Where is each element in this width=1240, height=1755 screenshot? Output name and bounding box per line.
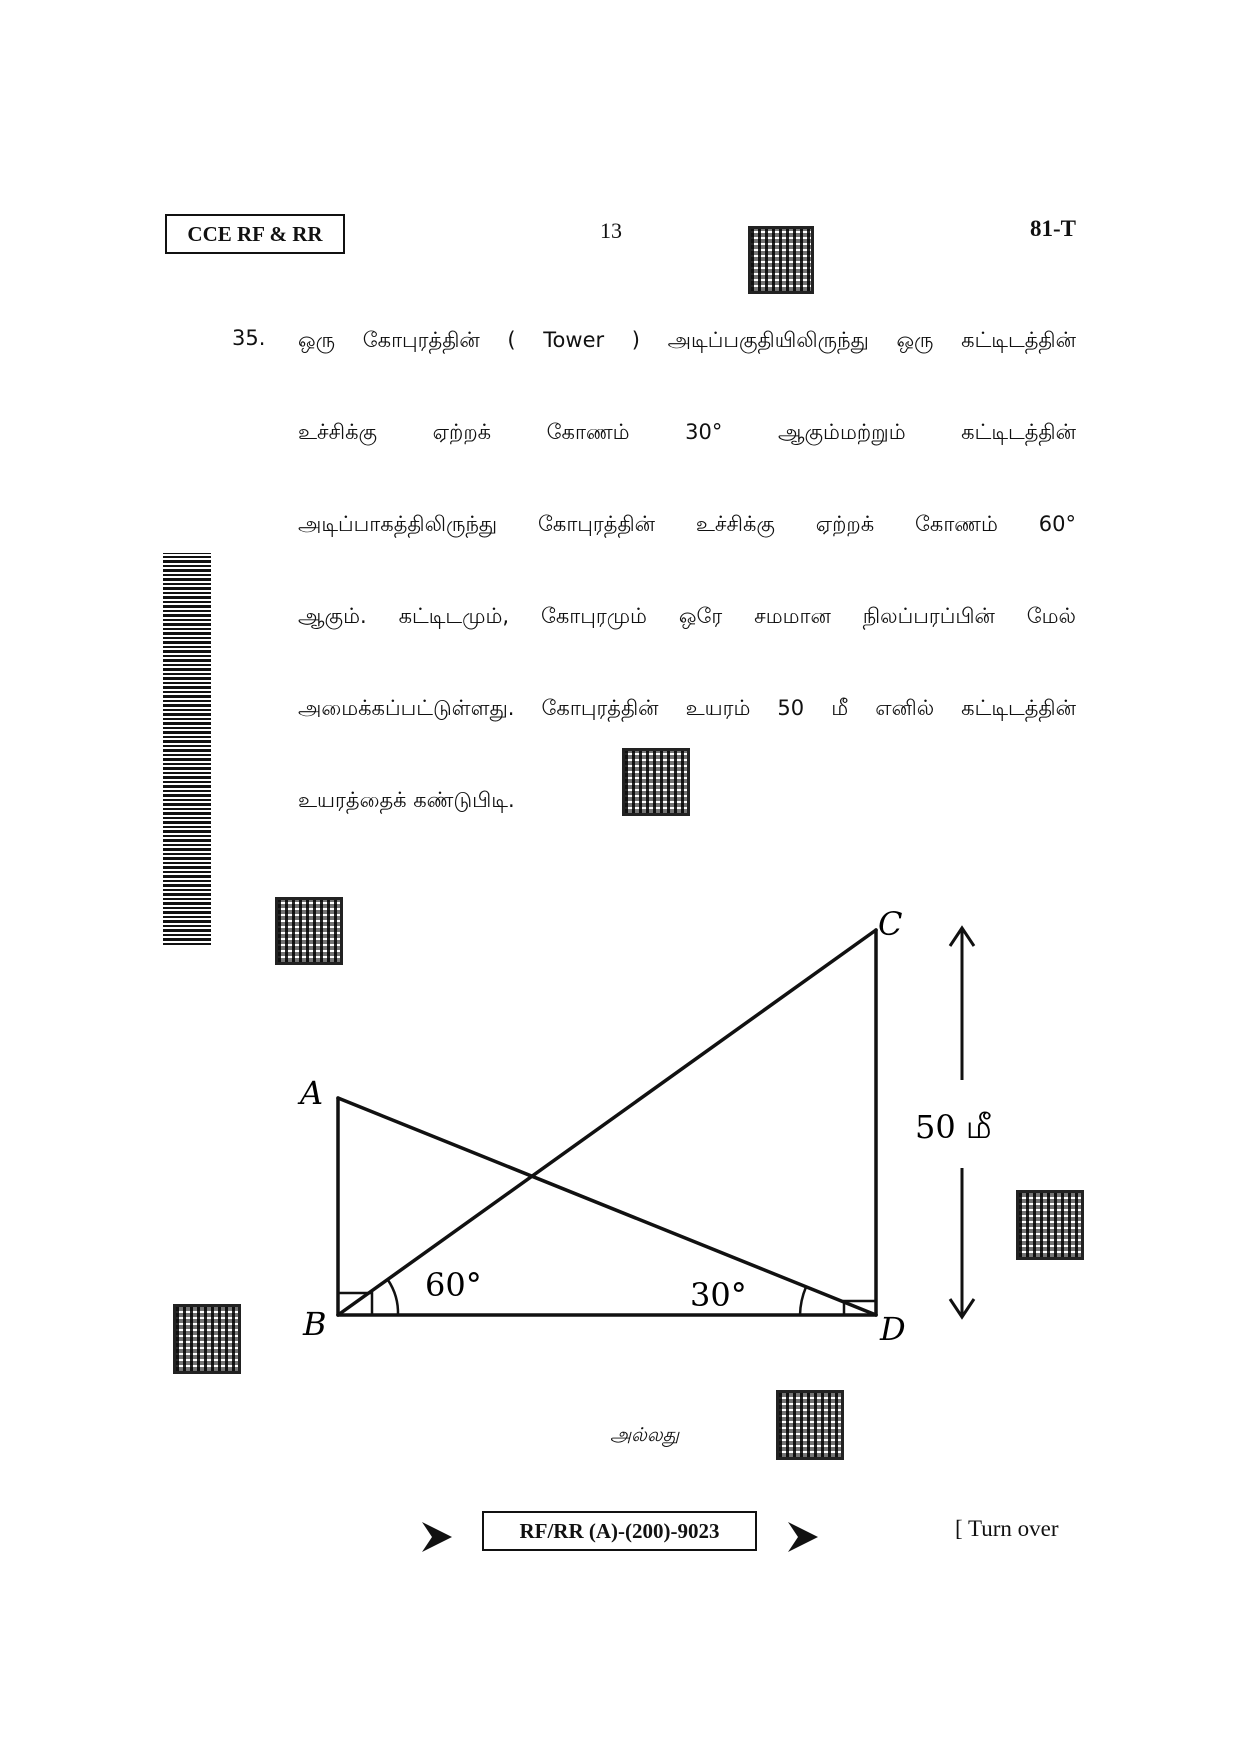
height-label: 50 மீ: [915, 1108, 992, 1146]
line-ad: [338, 1098, 876, 1315]
point-d-label: D: [880, 1310, 906, 1348]
angle-arc-b: [388, 1280, 398, 1315]
question-line: அடிப்பாகத்திலிருந்து கோபுரத்தின் உச்சிக்கு ஏற்றக் கோணம் 60°: [298, 512, 1076, 536]
angle-d-label: 30°: [690, 1276, 747, 1314]
arrow-right-icon: [786, 1520, 820, 1554]
point-c-label: C: [878, 905, 903, 943]
question-line: ஒரு கோபுரத்தின் ( Tower ) அடிப்பகுதியிலிருந்து ஒரு கட்டிடத்தின்: [298, 328, 1076, 352]
turn-over-text: [ Turn over: [955, 1516, 1059, 1541]
footer-code: RF/RR (A)-(200)-9023: [519, 1518, 720, 1543]
question-line: உச்சிக்கு ஏற்றக் கோணம் 30° ஆகும்மற்றும் கட்டிடத்தின்: [298, 420, 1076, 444]
line-bc: [338, 930, 876, 1315]
or-text: அல்லது: [610, 1424, 680, 1446]
question-line: உயரத்தைக் கண்டுபிடி.: [298, 788, 515, 812]
angle-arc-d: [800, 1287, 806, 1315]
page-number: 13: [600, 218, 622, 243]
question-line: அமைக்கப்பட்டுள்ளது. கோபுரத்தின் உயரம் 50 மீ எனில் கட்டிடத்தின்: [298, 696, 1076, 720]
point-b-label: B: [303, 1305, 327, 1343]
point-a-label: A: [300, 1074, 324, 1112]
question-line: ஆகும். கட்டிடமும், கோபுரமும் ஒரே சமமான நிலப்பரப்பின் மேல்: [298, 604, 1076, 628]
header-code: CCE RF & RR: [187, 221, 323, 246]
arrow-right-icon: [420, 1520, 454, 1554]
paper-code: 81-T: [1030, 216, 1076, 241]
footer-code-box: [482, 1511, 757, 1551]
angle-b-label: 60°: [425, 1266, 482, 1304]
question-number: 35.: [232, 326, 266, 350]
